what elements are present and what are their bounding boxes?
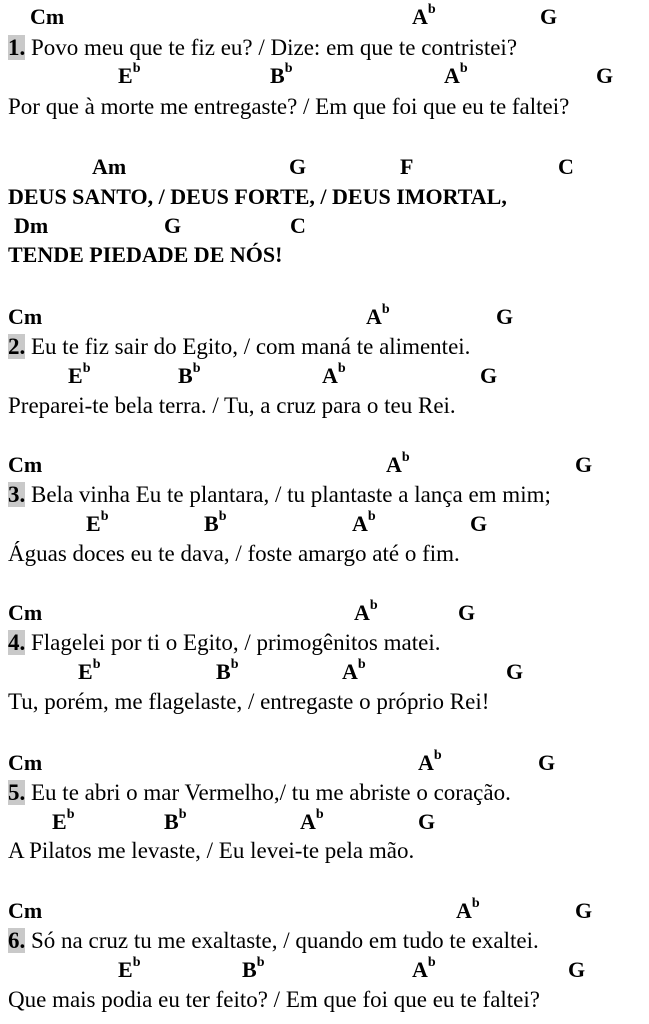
chord: G <box>575 452 593 477</box>
verse3-chords-a <box>0 449 649 477</box>
chord: G <box>506 659 524 684</box>
chord: $E^b$ <box>86 508 109 536</box>
chord: G <box>568 957 586 982</box>
chord: $A^b$ <box>412 1 436 29</box>
verse3-line-b: Águas doces eu te dava, / foste amargo até o fim. <box>8 541 460 566</box>
verse1-chords-b <box>0 60 649 88</box>
chord: F <box>400 154 414 179</box>
verse-number: 6. <box>8 928 26 953</box>
verse6-chords-a <box>0 895 649 923</box>
verse-number: 2. <box>8 334 26 359</box>
verse2-line-a: 2. Eu te fiz sair do Egito, / com maná te alimentei. <box>8 334 471 359</box>
verse6-line-b: Que mais podia eu ter feito? / Em que foi que eu te faltei? <box>8 987 540 1012</box>
chord: G <box>480 363 498 388</box>
chord: $A^b$ <box>418 747 442 775</box>
refrain-chords-b <box>0 214 649 238</box>
chord: G <box>596 63 614 88</box>
chord: $E^b$ <box>118 60 141 88</box>
verse4-line-b: Tu, porém, me flagelaste, / entregaste o próprio Rei! <box>8 689 490 714</box>
chord: $A^b$ <box>366 301 390 329</box>
verse5-line-b: A Pilatos me levaste, / Eu levei-te pela mão. <box>8 838 415 863</box>
chord: $B^b$ <box>204 508 227 536</box>
chord: $B^b$ <box>164 806 187 834</box>
verse6-line-a: 6. Só na cruz tu me exaltaste, / quando em tudo te exaltei. <box>8 928 539 953</box>
verse2-chords-a <box>0 301 649 329</box>
verse1-line-a: 1. Povo meu que te fiz eu? / Dize: em que te contristei? <box>8 35 518 60</box>
verse-number: 5. <box>8 780 26 805</box>
chord: Cm <box>8 452 43 477</box>
chord: $E^b$ <box>52 806 75 834</box>
verse5-chords-b <box>0 806 649 834</box>
verse4-line-a: 4. Flagelei por ti o Egito, / primogênitos matei. <box>8 630 441 655</box>
chord: $B^b$ <box>242 954 265 982</box>
chord: $A^b$ <box>456 895 480 923</box>
chord: $A^b$ <box>354 597 378 625</box>
chord: $E^b$ <box>68 360 91 388</box>
chord: Cm <box>8 600 43 625</box>
verse6-chords-b <box>0 954 649 982</box>
chord: G <box>164 213 182 238</box>
verse1-chords-a <box>0 1 649 29</box>
chord: C <box>558 154 574 179</box>
chord: Am <box>92 154 127 179</box>
verse4-chords-b <box>0 656 649 684</box>
chord: G <box>540 4 558 29</box>
refrain-line-a: DEUS SANTO, / DEUS FORTE, / DEUS IMORTAL, <box>8 184 507 209</box>
chord: $E^b$ <box>78 656 101 684</box>
verse-number: 3. <box>8 482 26 507</box>
chord: G <box>496 304 514 329</box>
chord: $B^b$ <box>216 656 239 684</box>
verse3-chords-b <box>0 508 649 536</box>
chord: Cm <box>8 304 43 329</box>
verse-number: 1. <box>8 35 26 60</box>
chord: Cm <box>8 750 43 775</box>
chord: G <box>575 898 593 923</box>
refrain-chords-a <box>0 155 649 179</box>
chord: Cm <box>30 4 65 29</box>
chord: G <box>470 511 488 536</box>
verse4-chords-a <box>0 597 649 625</box>
chord: C <box>290 213 306 238</box>
verse2-chords-b <box>0 360 649 388</box>
chord: $A^b$ <box>342 656 366 684</box>
chord: $A^b$ <box>386 449 410 477</box>
chord: $A^b$ <box>352 508 376 536</box>
chord: $A^b$ <box>300 806 324 834</box>
chord: $B^b$ <box>270 60 293 88</box>
verse3-line-a: 3. Bela vinha Eu te plantara, / tu plantaste a lança em mim; <box>8 482 551 507</box>
chord: G <box>418 809 436 834</box>
verse1-line-b: Por que à morte me entregaste? / Em que foi que eu te faltei? <box>8 94 570 119</box>
verse5-line-a: 5. Eu te abri o mar Vermelho,/ tu me abriste o coração. <box>8 780 511 805</box>
verse5-chords-a <box>0 747 649 775</box>
chord: G <box>289 154 307 179</box>
chord: $A^b$ <box>412 954 436 982</box>
chord: Dm <box>14 213 49 238</box>
chord: $B^b$ <box>178 360 201 388</box>
chord: $A^b$ <box>322 360 346 388</box>
chord: $A^b$ <box>444 60 468 88</box>
verse-number: 4. <box>8 630 26 655</box>
verse2-line-b: Preparei-te bela terra. / Tu, a cruz para o teu Rei. <box>8 393 456 418</box>
refrain-line-b: TENDE PIEDADE DE NÓS! <box>8 242 283 267</box>
chord: G <box>458 600 476 625</box>
chord: $E^b$ <box>118 954 141 982</box>
chord: G <box>538 750 556 775</box>
chord: Cm <box>8 898 43 923</box>
